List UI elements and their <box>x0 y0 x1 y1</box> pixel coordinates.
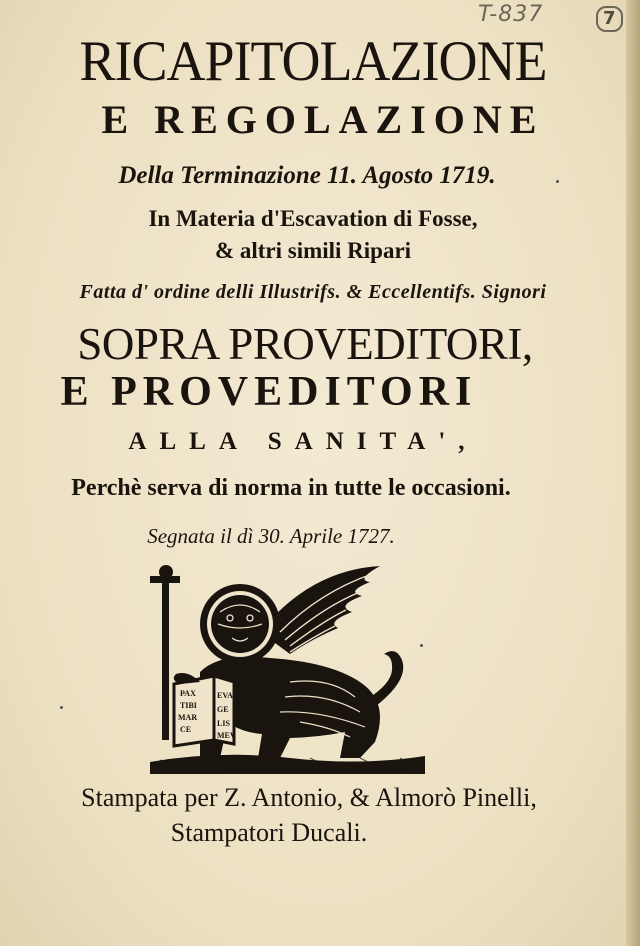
svg-text:MEV: MEV <box>217 731 236 740</box>
ink-speck <box>556 180 559 183</box>
svg-text:CE: CE <box>180 725 192 734</box>
imprint-line: Stampata per Z. Antonio, & Almorò Pinelli, <box>81 783 537 812</box>
shelfmark-stamp: T-837 <box>478 2 544 27</box>
signed-date-line: Segnata il dì 30. Aprile 1727. <box>147 524 395 548</box>
svg-text:EVA: EVA <box>217 691 233 700</box>
svg-text:TIBI: TIBI <box>180 701 197 710</box>
shelfmark-number: 7 <box>596 6 623 32</box>
imprint-line-continued: Stampatori Ducali. <box>170 818 368 847</box>
magistracy-heading: SOPRA PROVEDITORI, <box>77 319 533 369</box>
subject-line-continued: & altri simili Ripari <box>214 238 412 263</box>
svg-text:PAX: PAX <box>180 689 196 698</box>
svg-text:GE: GE <box>217 705 229 714</box>
title-subheading: E REGOLAZIONE <box>101 97 545 142</box>
magistracy-heading-continued: E PROVEDITORI <box>60 369 478 415</box>
ink-speck <box>60 706 63 709</box>
authority-line: Fatta d' ordine delli Illustrifs. & Eccellentifs. Signori <box>79 281 547 303</box>
lion-of-st-mark-icon <box>140 562 430 776</box>
svg-text:MAR: MAR <box>178 713 198 722</box>
title-heading: RICAPITOLAZIONE <box>79 29 547 93</box>
health-office-line: ALLA SANITA', <box>128 428 478 455</box>
ink-speck <box>420 644 423 647</box>
termination-date-line: Della Terminazione 11. Agosto 1719. <box>118 162 496 189</box>
subject-line: In Materia d'Escavation di Fosse, <box>148 206 478 231</box>
purpose-line: Perchè serva di norma in tutte le occasioni. <box>71 475 511 501</box>
svg-text:LIS: LIS <box>217 719 230 728</box>
